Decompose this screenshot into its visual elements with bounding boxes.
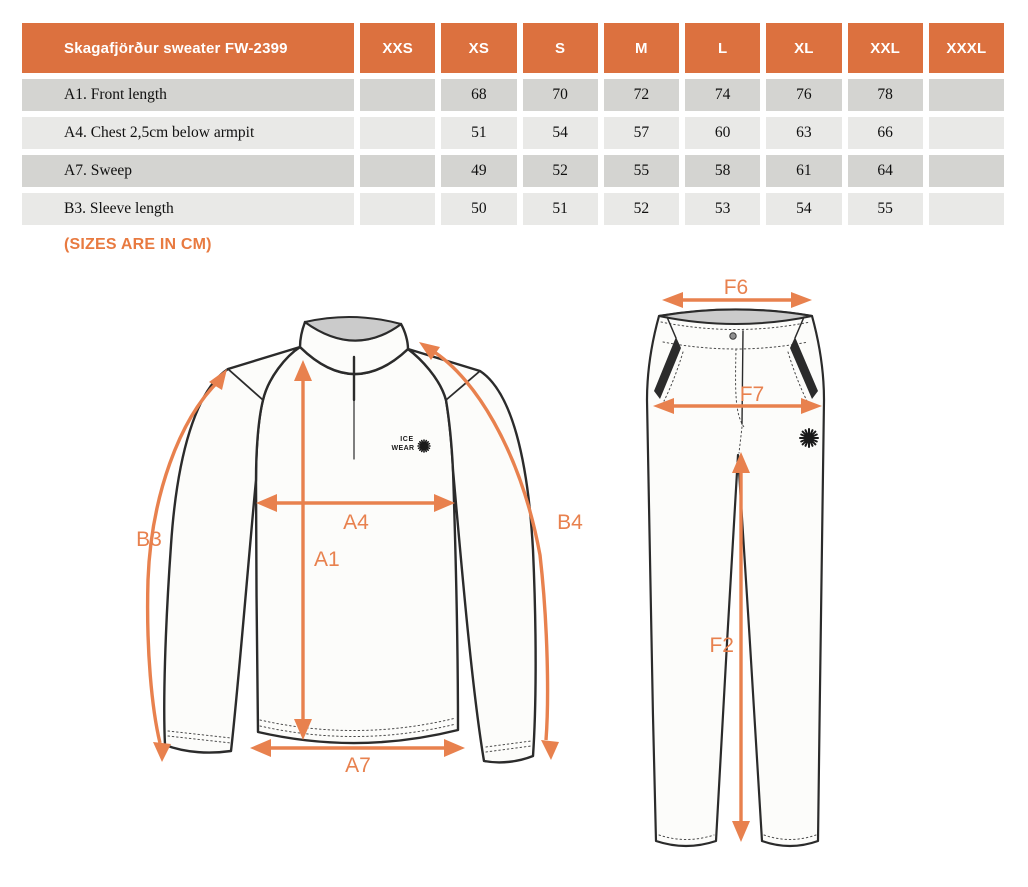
value-cell: 50	[441, 193, 516, 225]
value-cell: 66	[848, 117, 923, 149]
label-f6: F6	[723, 276, 749, 299]
table-title: Skagafjörður sweater FW-2399	[22, 23, 354, 73]
value-cell	[360, 193, 435, 225]
waist-button	[730, 333, 736, 339]
value-cell: 74	[685, 79, 760, 111]
value-cell: 64	[848, 155, 923, 187]
value-cell	[360, 79, 435, 111]
row-label: A7. Sweep	[22, 155, 354, 187]
size-table	[22, 23, 1004, 225]
center-front-seam	[742, 331, 743, 424]
value-cell	[360, 155, 435, 187]
col-header-s: S	[523, 23, 598, 73]
value-cell	[929, 79, 1004, 111]
value-cell: 51	[523, 193, 598, 225]
label-a1: A1	[314, 548, 340, 571]
sizes-in-cm-note: (SIZES ARE IN CM)	[64, 236, 212, 253]
pants-drawing	[647, 310, 824, 847]
value-cell: 53	[685, 193, 760, 225]
label-b4: B4	[557, 511, 583, 534]
sweater-body	[256, 347, 458, 743]
value-cell: 55	[604, 155, 679, 187]
logo-text-line2: WEAR	[391, 445, 415, 452]
measurement-diagrams	[0, 270, 1028, 887]
col-header-xs: XS	[441, 23, 516, 73]
row-label: A4. Chest 2,5cm below armpit	[22, 117, 354, 149]
value-cell: 63	[766, 117, 841, 149]
value-cell	[929, 193, 1004, 225]
value-cell: 54	[766, 193, 841, 225]
col-header-xxxl: XXXL	[929, 23, 1004, 73]
value-cell: 54	[523, 117, 598, 149]
value-cell: 61	[766, 155, 841, 187]
value-cell	[929, 155, 1004, 187]
col-header-xl: XL	[766, 23, 841, 73]
col-header-xxs: XXS	[360, 23, 435, 73]
value-cell: 60	[685, 117, 760, 149]
value-cell: 52	[604, 193, 679, 225]
value-cell: 70	[523, 79, 598, 111]
logo-star-icon	[418, 440, 430, 452]
value-cell: 51	[441, 117, 516, 149]
value-cell	[929, 117, 1004, 149]
label-a7: A7	[345, 754, 371, 777]
value-cell: 58	[685, 155, 760, 187]
value-cell: 55	[848, 193, 923, 225]
value-cell: 76	[766, 79, 841, 111]
value-cell: 68	[441, 79, 516, 111]
value-cell: 72	[604, 79, 679, 111]
logo-text-line1: ICE	[400, 436, 414, 443]
value-cell	[360, 117, 435, 149]
label-b3: B3	[136, 528, 162, 551]
col-header-m: M	[604, 23, 679, 73]
value-cell: 57	[604, 117, 679, 149]
value-cell: 52	[523, 155, 598, 187]
value-cell: 49	[441, 155, 516, 187]
label-f7: F7	[739, 383, 765, 406]
col-header-xxl: XXL	[848, 23, 923, 73]
pants-body	[647, 310, 824, 847]
col-header-l: L	[685, 23, 760, 73]
row-label: A1. Front length	[22, 79, 354, 111]
value-cell: 78	[848, 79, 923, 111]
label-f2: F2	[709, 634, 734, 657]
pants-snowflake-icon	[800, 429, 818, 447]
row-label: B3. Sleeve length	[22, 193, 354, 225]
label-a4: A4	[343, 511, 369, 534]
